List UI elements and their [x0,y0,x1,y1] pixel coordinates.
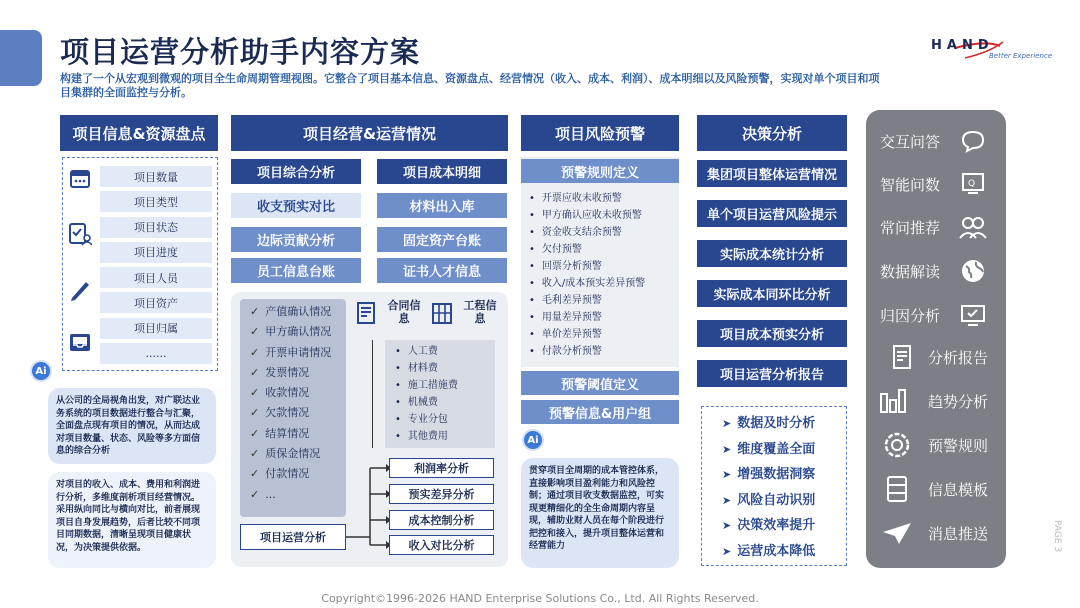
bar-chart-icon [878,386,914,416]
list-item: ✓ 付款情况 [250,464,346,484]
list-item: ✓ ... [250,485,346,505]
list-item: • 开票应收未收预警 [529,190,645,207]
cost-list-box [385,340,495,448]
col1-header: 项目信息&资源盘点 [60,115,218,151]
col2-header: 项目经营&运营情况 [231,115,508,151]
inbox-icon [68,330,92,354]
employee-ledger-button[interactable]: 员工信息台账 [231,258,361,283]
panel-item-qa[interactable] [880,126,988,156]
page-number: PAGE 3 [1052,520,1062,553]
list-item: ✓ 发票情况 [250,363,346,383]
building-icon [430,301,454,329]
group-operations-button[interactable]: 集团项目整体运营情况 [697,160,847,187]
actual-cost-yoy-button[interactable]: 实际成本同环比分析 [697,280,847,307]
panel-item-push[interactable] [880,518,988,548]
list-item: 项目人员 [100,267,212,288]
material-io-button[interactable]: 材料出入库 [377,193,507,218]
list-item: 项目进度 [100,242,212,263]
ai-badge: Ai [522,429,544,451]
list-item: • 施工措施费 [395,377,495,394]
contract-label: 合同信息 [387,299,421,325]
panel-item-attribution[interactable] [880,300,988,330]
checklist-user-icon [68,222,92,246]
panel-item-label: 趋势分析 [928,392,989,411]
cost-bracket [372,340,376,448]
list-item: ✓ 质保金情况 [250,444,346,464]
comprehensive-analysis-button[interactable]: 项目综合分析 [231,159,361,184]
col3-note: 贯穿项目全周期的成本管控体系，直接影响项目盈利能力和风险控制；通过项目收支数据监控，可实现更精细化的全生命周期内容呈现，辅助业财人员在每个阶段进行把控和接入，提升项目整体运营和经营能力 [521,458,679,568]
single-project-risk-button[interactable]: 单个项目运营风险提示 [697,200,847,227]
list-item: • 资金收支结余预警 [529,224,645,241]
hand-logo [925,38,1053,68]
panel-item-label: 信息模板 [928,480,989,499]
list-item: ➤ 增强数据洞察 [722,462,846,488]
panel-item-recommend[interactable] [880,212,988,242]
page-subtitle: 构建了一个从宏观到微观的项目全生命周期管理视图。它整合了项目基本信息、资源盘点、经营情况（收入、成本、利润）、成本明细以及风险预警，实现对单个项目和项目集群的全面监控与分析。 [60,72,880,99]
users-icon [958,212,988,242]
list-item: ✓ 产值确认情况 [250,302,346,322]
alert-user-group-button[interactable]: 预警信息&用户组 [521,400,679,424]
list-item: 项目类型 [100,191,212,212]
threshold-definition-button[interactable]: 预警阈值定义 [521,371,679,395]
certificate-talent-button[interactable]: 证书人才信息 [377,258,507,283]
list-item: • 专业分包 [395,411,495,428]
list-item: • 其他费用 [395,428,495,445]
list-item: 项目数量 [100,166,212,187]
budget-actual-button[interactable]: 收支预实对比 [231,193,361,218]
list-item: • 毛利差异预警 [529,292,645,309]
benefits-list [702,407,846,564]
fixed-asset-button[interactable]: 固定资产台账 [377,227,507,252]
col1-note-1: 从公司的全局视角出发，对广联达业务系统的项目数据进行整合与汇聚，全面盘点现有项目的情况，从而达成对项目数量、状态、风险等多方面信息的综合分析 [48,388,216,464]
panel-item-label: 预警规则 [928,436,989,455]
list-item: • 欠付预警 [529,241,645,258]
list-item: • 甲方确认应收未收预警 [529,207,645,224]
list-item: • 机械费 [395,394,495,411]
list-item: ✓ 收款情况 [250,383,346,403]
list-item: ➤ 维度覆盖全面 [722,437,846,463]
list-item: ✓ 结算情况 [250,424,346,444]
actual-cost-stats-button[interactable]: 实际成本统计分析 [697,240,847,267]
panel-item-trend[interactable] [878,386,988,416]
list-item: 项目资产 [100,292,212,313]
calendar-icon [68,166,92,190]
gear-icon [880,430,914,460]
list-item: 项目状态 [100,217,212,238]
list-item: ✓ 甲方确认情况 [250,322,346,342]
list-item: • 收入/成本预实差异预警 [529,275,645,292]
logo-tagline: Better Experience [989,52,1053,60]
panel-item-label: 交互问答 [880,132,941,151]
list-item: ➤ 运营成本降低 [722,539,846,565]
contract-icon [356,301,378,329]
income-compare-analysis[interactable]: 收入对比分析 [389,535,494,555]
list-item: ...... [100,343,212,364]
cost-budget-actual-button[interactable]: 项目成本预实分析 [697,320,847,347]
pen-icon [68,278,92,302]
qa-icon [958,169,988,199]
cost-control-analysis[interactable]: 成本控制分析 [389,510,494,530]
globe-icon [958,256,988,286]
list-item: ✓ 欠款情况 [250,403,346,423]
col1-note-2: 对项目的收入、成本、费用和利润进行分析，多维度剖析项目经营情况。采用纵向同比与横向对比，前者展现项目自身发展趋势，后者比较不同项目同期数据，清晰呈现项目健康状况，为决策提供依据。 [48,472,216,568]
report-icon [888,342,918,372]
list-item: • 单价差异预警 [529,326,645,343]
ops-analysis-label: 项目运营分析 [240,524,346,550]
panel-item-report[interactable] [888,342,988,372]
list-item: ✓ 开票申请情况 [250,343,346,363]
profit-margin-analysis[interactable]: 利润率分析 [389,458,494,478]
cost-list [385,340,495,445]
col4-header: 决策分析 [697,115,847,151]
list-item: • 用量差异预警 [529,309,645,326]
title-accent-bar [0,30,42,86]
logo-text: HAND [931,38,994,53]
panel-item-label: 消息推送 [928,524,989,543]
project-label: 工程信息 [463,299,497,325]
panel-item-label: 智能问数 [880,175,941,194]
rule-definition-button[interactable]: 预警规则定义 [521,159,679,183]
copyright: Copyright©1996-2026 HAND Enterprise Solutions Co., Ltd. All Rights Reserved. [321,592,759,605]
panel-item-label: 常问推荐 [880,218,941,237]
benefits-frame [701,406,847,566]
panel-item-alert-rules[interactable] [880,430,988,460]
checklist-box [240,299,346,517]
list-item: • 人工费 [395,343,495,360]
list-item: 项目归属 [100,318,212,339]
panel-item-label: 归因分析 [880,306,941,325]
list-item: • 付款分析预警 [529,343,645,360]
cost-detail-button[interactable]: 项目成本明细 [377,159,507,184]
col3-header: 项目风险预警 [521,115,679,151]
analysis-arrows-icon [346,455,391,560]
marginal-contribution-button[interactable]: 边际贡献分析 [231,227,361,252]
panel-item-interpret[interactable] [880,256,988,286]
rules-list [529,190,645,360]
ai-capability-panel [866,110,1006,568]
operations-report-button[interactable]: 项目运营分析报告 [697,360,847,387]
checklist [240,299,346,505]
list-item: • 回票分析预警 [529,258,645,275]
list-item: ➤ 数据及时分析 [722,411,846,437]
template-icon [882,474,912,504]
panel-item-smart-query[interactable] [880,169,988,199]
chat-bubble-icon [958,126,988,156]
budget-variance-analysis[interactable]: 预实差异分析 [389,484,494,504]
panel-item-label: 数据解读 [880,262,941,281]
panel-item-label: 分析报告 [928,348,989,367]
col1-item-list [100,166,212,364]
list-item: ➤ 风险自动识别 [722,488,846,514]
list-item: ➤ 决策效率提升 [722,513,846,539]
monitor-icon [958,300,988,330]
list-item: • 材料费 [395,360,495,377]
ai-badge: Ai [30,360,52,382]
send-icon [880,518,914,548]
page-title: 项目运营分析助手内容方案 [60,35,421,69]
panel-item-template[interactable] [882,474,988,504]
svg-text:Q: Q [968,179,976,189]
